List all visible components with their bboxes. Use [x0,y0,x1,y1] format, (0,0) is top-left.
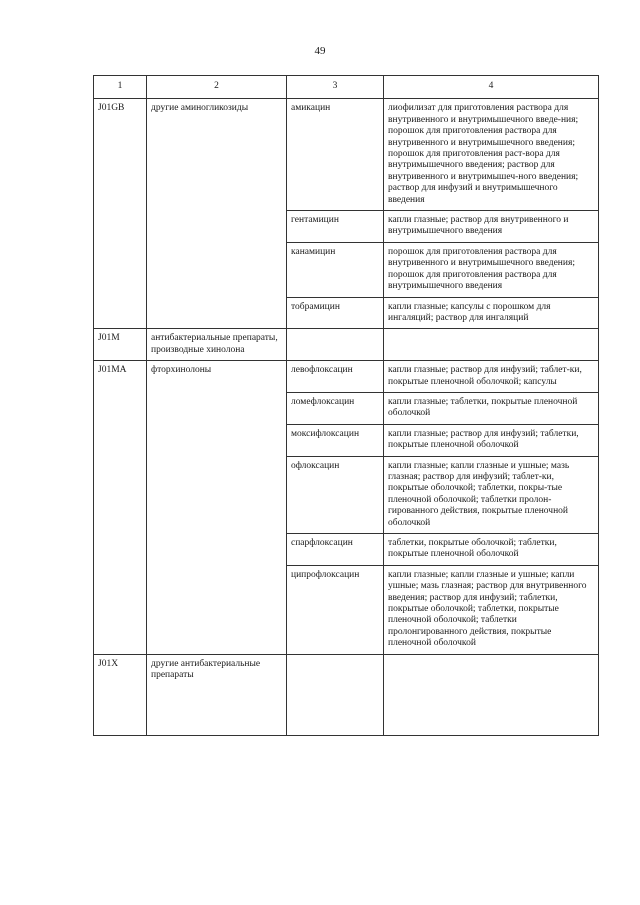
drug-name: офлоксацин [287,456,384,533]
dosage-forms: капли глазные; раствор для инфузий; таблетки, покрытые пленочной оболочкой [384,424,599,456]
drug-table [93,75,599,736]
atc-code: J01X [94,654,147,735]
drug-name: моксифлоксацин [287,424,384,456]
column-header: 1 [94,76,147,99]
atc-code: J01GB [94,99,147,329]
header-row [94,76,599,99]
group-name: антибактериальные препараты, производные хинолона [147,329,287,361]
group-name: другие аминогликозиды [147,99,287,329]
dosage-forms: капли глазные; раствор для инфузий; таблет-ки, покрытые пленочной оболочкой; капсулы [384,361,599,393]
drug-name: канамицин [287,242,384,297]
column-header: 2 [147,76,287,99]
column-header: 3 [287,76,384,99]
atc-code: J01MA [94,361,147,655]
dosage-forms: капли глазные; капли глазные и ушные; капли ушные; мазь глазная; раствор для внутривенного введения; раствор для инфузий; таблетки, покрытые оболочкой; таблетки, покрытые пленочной оболочкой; таблетки пролонгированного действия, покрытые пленочной оболочкой [384,565,599,654]
group-name: фторхинолоны [147,361,287,655]
drug-name: спарфлоксацин [287,534,384,566]
drug-name-empty [287,654,384,735]
dosage-forms: лиофилизат для приготовления раствора для внутривенного и внутримышечного введе-ния; порошок для приготовления раствора для внутривенного и внутримышечного введения; порошок для приготовления раст-вора для внутримышечного введения; раствор для внутривенного и внутримышеч-ного введения; раствор для инфузий и внутримышечного введения [384,99,599,211]
table-row [94,329,599,361]
page-number: 49 [314,45,326,57]
group-name: другие антибактериальные препараты [147,654,287,735]
drug-name: левофлоксацин [287,361,384,393]
drug-name: амикацин [287,99,384,211]
table-row [94,654,599,735]
dosage-forms: капли глазные; раствор для внутривенного и внутримышечного введения [384,211,599,243]
drug-name-empty [287,329,384,361]
drug-name: ципрофлоксацин [287,565,384,654]
column-header: 4 [384,76,599,99]
dosage-forms: капли глазные; таблетки, покрытые пленочной оболочкой [384,392,599,424]
dosage-forms: таблетки, покрытые оболочкой; таблетки, покрытые пленочной оболочкой [384,534,599,566]
dosage-forms-empty [384,329,599,361]
dosage-forms: капли глазные; капсулы с порошком для ингаляций; раствор для ингаляций [384,297,599,329]
atc-code: J01M [94,329,147,361]
dosage-forms: капли глазные; капли глазные и ушные; мазь глазная; раствор для инфузий; таблет-ки, покрытые оболочкой; таблетки, покры-тые пленочной оболочкой; таблетки пролон-гированного действия, покрытые пленочной оболочкой [384,456,599,533]
table-row [94,361,599,393]
dosage-forms: порошок для приготовления раствора для внутривенного и внутримышечного введения; порошок для приготовления раствора для внутримышечного введения [384,242,599,297]
drug-name: ломефлоксацин [287,392,384,424]
dosage-forms-empty [384,654,599,735]
drug-name: тобрамицин [287,297,384,329]
table-row [94,99,599,211]
drug-name: гентамицин [287,211,384,243]
